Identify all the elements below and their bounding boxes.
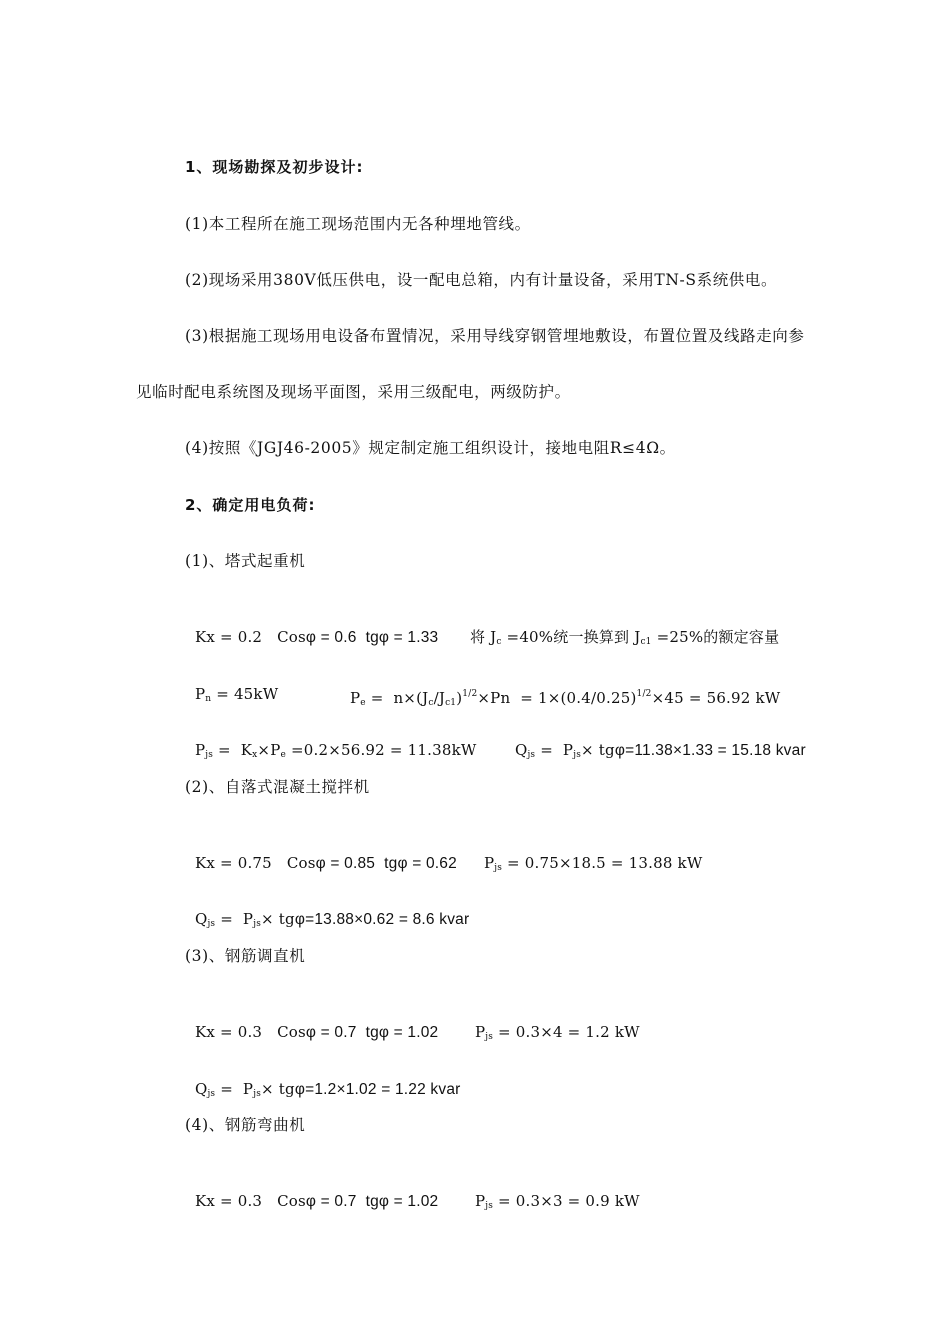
load-1-cos-label: Cos: [277, 628, 306, 646]
load-2-kx: Kx = 0.75: [194, 854, 272, 872]
load-1-pn: $P_n = 45kW$: [194, 685, 279, 704]
section-2-title: 2、确定用电负荷:: [185, 496, 316, 514]
load-2-coefficients: [185, 833, 457, 874]
load-4-cos-values: φ = 0.7 tgφ = 1.02: [305, 1193, 439, 1210]
paragraph-1-3a: (3)根据施工现场用电设备布置情况，采用导线穿钢管埋地敷设，布置位置及线路走向参: [185, 327, 805, 345]
load-1-kx: Kx = 0.2: [194, 628, 263, 646]
load-1-cos-values: φ = 0.6 tgφ = 1.33: [305, 629, 439, 646]
load-2-cos-values: φ = 0.85 tgφ = 0.62: [315, 855, 457, 872]
load-2-qjs-formula: $Q_{js} = P_{js}\times tg\varphi=13.88\times 0.62 = 8.6$ kvar: [194, 910, 470, 929]
section-1-title: 1、现场勘探及初步设计:: [185, 158, 364, 176]
load-2-pjs-formula: $P_{js} = 0.75\times 18.5 = 13.88$ kW: [483, 854, 703, 873]
load-2-cos-label: Cos: [286, 854, 316, 872]
load-3-cos-label: Cos: [277, 1023, 306, 1041]
load-1-qjs-formula: $Q_{js} = P_{js}\times tg\varphi=11.38\times 1.33 = 15.18$ kvar: [514, 741, 806, 760]
load-1-pe-formula: $P_e = n\times(J_c/J_{c1})^{1/2}\times Pn = 1\times(0.4/0.25)^{1/2}\times 45 = 56.92$ kW: [349, 689, 781, 708]
load-3-kx: Kx = 0.3: [194, 1023, 263, 1041]
load-1-title: (1)、塔式起重机: [185, 552, 306, 570]
load-3-pjs-formula: $P_{js} = 0.3\times 4 = 1.2$ kW: [474, 1023, 640, 1042]
load-3-title: (3)、钢筋调直机: [185, 947, 306, 965]
load-3-cos-values: φ = 0.7 tgφ = 1.02: [305, 1024, 439, 1041]
load-1-pjs-formula: $P_{js} = K_x\times P_e =0.2\times 56.92 = 11.38kW$: [194, 741, 477, 760]
load-4-title: (4)、钢筋弯曲机: [185, 1116, 306, 1134]
load-2-title: (2)、自落式混凝土搅拌机: [185, 778, 370, 796]
paragraph-1-2: (2)现场采用380V低压供电，设一配电总箱，内有计量设备，采用TN-S系统供电。: [185, 271, 778, 289]
load-1-conversion-note: 将 $J_c =40\%$统一换算到 $J_{c1} =25\%$的额定容量: [469, 628, 780, 647]
load-4-pjs-formula: $P_{js} = 0.3\times 3 = 0.9$ kW: [474, 1192, 640, 1211]
load-4-cos-label: Cos: [277, 1192, 306, 1210]
load-3-coefficients: [185, 1002, 438, 1043]
load-4-kx: Kx = 0.3: [194, 1192, 263, 1210]
paragraph-1-1: (1)本工程所在施工现场范围内无各种埋地管线。: [185, 215, 531, 233]
load-3-qjs-formula: $Q_{js} = P_{js}\times tg\varphi=1.2\times 1.02 = 1.22$ kvar: [194, 1080, 461, 1099]
load-4-coefficients: [185, 1171, 438, 1212]
load-1-coefficients: [185, 607, 438, 648]
paragraph-1-3b: 见临时配电系统图及现场平面图，采用三级配电，两级防护。: [136, 383, 571, 401]
paragraph-1-4: (4)按照《JGJ46-2005》规定制定施工组织设计，接地电阻R≤4Ω。: [185, 439, 676, 457]
